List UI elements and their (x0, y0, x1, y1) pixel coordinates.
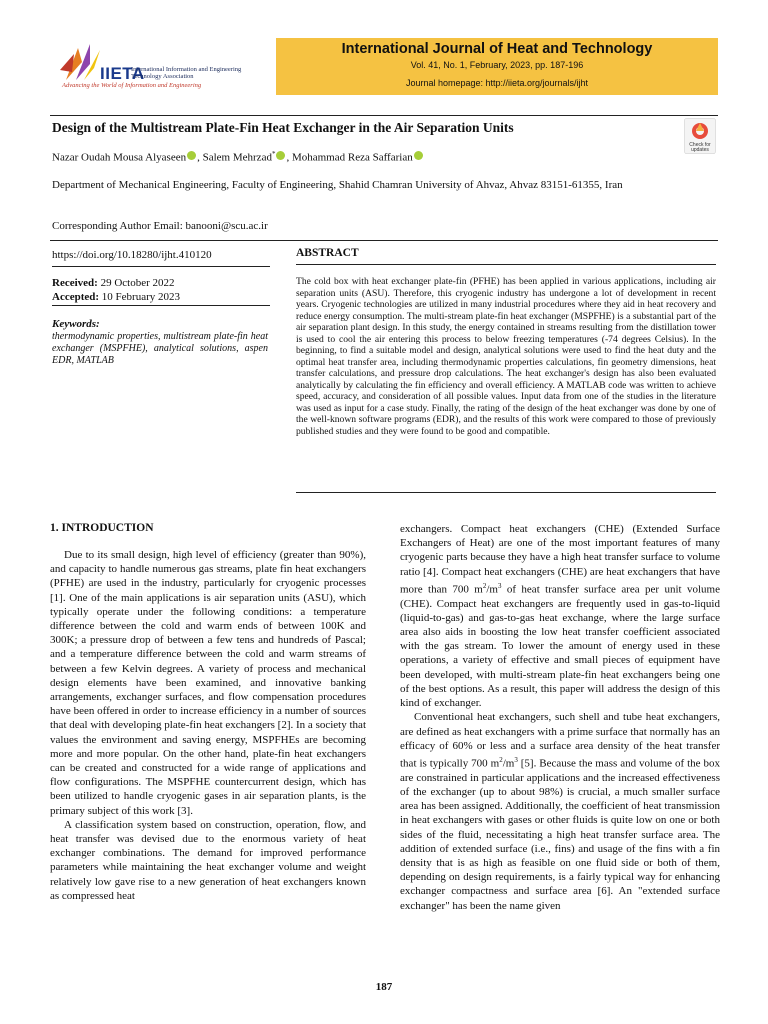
iieta-logo-icon (56, 40, 106, 86)
journal-volume: Vol. 41, No. 1, February, 2023, pp. 187-196 (410, 60, 584, 70)
doi-link[interactable]: https://doi.org/10.18280/ijht.410120 (52, 249, 212, 261)
page-number: 187 (375, 981, 393, 993)
logo-abbrev: IIETA (100, 64, 145, 83)
paragraph: A classification system based on construction, operation, flow, and heat transfer was devised due to the enormous variety of heat exchanger combinations. The demand for improved performance parameters while maintaining the heat exchanger volume and weight relatively low gave rise to a new generation of heat exchangers known as compressed heat (50, 818, 366, 902)
journal-title: International Journal of Heat and Technology (341, 41, 653, 57)
accepted-label: Accepted: (52, 291, 100, 303)
logo-tagline: Advancing the World of Information and Engineering (62, 82, 202, 89)
abstract-divider-top (296, 264, 716, 265)
orcid-icon[interactable] (276, 151, 285, 160)
column-left (50, 548, 366, 903)
dates-block (52, 276, 180, 304)
affiliation: Department of Mechanical Engineering, Faculty of Engineering, Shahid Chamran University of Ahvaz, Ahvaz 83151-61355, Iran (52, 179, 623, 191)
author-name: Nazar Oudah Mousa Alyaseen (52, 151, 187, 164)
author-name: Mohammad Reza Saffarian (291, 151, 413, 164)
section-heading: 1. INTRODUCTION (50, 522, 154, 534)
abstract-heading: ABSTRACT (296, 247, 359, 259)
accepted-date: 10 February 2023 (101, 291, 181, 303)
check-updates-icon[interactable] (684, 118, 716, 154)
svg-text:updates: updates (691, 147, 709, 153)
corresponding-author: Corresponding Author Email: banooni@scu.ac.ir (52, 220, 268, 232)
svg-text:Check for: Check for (689, 142, 711, 148)
paper-title: Design of the Multistream Plate-Fin Heat Exchanger in the Air Separation Units (52, 120, 514, 135)
meta-divider (50, 240, 718, 241)
abstract-divider-bottom (296, 492, 716, 493)
author-name: Salem Mehrzad (202, 151, 272, 164)
orcid-icon[interactable] (187, 151, 196, 160)
paragraph: Due to its small design, high level of efficiency (greater than 90%), and capacity to handle numerous gas streams, plate fin heat exchangers (PFHE) are used in the industry, particularly for cryogenic processes [1]. One of the main applications is air separation units (ASU), which typically operate under the following conditions: a temperature difference between the cold and warm ends of between 100K and 300K; a pressure drop of between a few tens and hundreds of Pascal; and a temperature difference between the cold and warm streams of between a few Kelvin degrees. A variety of process and mechanical design elements have been examined, and innovative banking arrangements, exchanger surfaces, and flow compensation procedures have been offered in order to increase efficiency in a number of sources that deal with developing plate-fin heat exchangers [2]. In a society that values the environment and saving energy, MSPFHEs are becoming more and more popular. On the other hand, plate-fin heat exchangers can be created and constructed for a wide range of applications and flow configurations. The MSPFHE countercurrent design, which has been utilized to handle cryogenic gases in air separation plants, is the primary subject of this work [3]. (50, 549, 366, 817)
left-divider-2 (52, 305, 270, 306)
keywords-label: Keywords: (52, 318, 100, 330)
received-date: 29 October 2022 (100, 277, 175, 289)
received-label: Received: (52, 277, 98, 289)
left-divider-1 (52, 266, 270, 267)
abstract-text: The cold box with heat exchanger plate-fin (PFHE) has been applied in various applications, including air separation units (ASU). Therefore, this cryogenic industry has undergone a lot of development in recent years. Cryogenic technologies are utilized in many industrial procedures where they aid in heat recovery and reduce energy consumption. The multi-stream plate-fin heat exchanger (MSPFHE) is a substantial part of the air separation plant design. In this study, the energy contained in streams resulting from the distillation tower is used to cool the air entering this process to below freezing temperatures (-74 degrees Celsius). In the beginning, to find a suitable model and design, analytical solutions were used to find the heat duty and the optimal heat transfer area, including thermodynamic properties calculations, fin geometry dimensions, heat transfer calculations, and pressure drop calculations. The heat exchanger's design has also been evaluated analytically by calculating the fin efficiency and overall efficiency. A MATLAB code was written to achieve speed, accuracy, and consideration of all possible values. Input data from one of the studies in the literature was used as input for a case study. Finally, the rating of the design of the heat exchanger was done by one of the well-known software programs (EDR), and the results of this work were compared to those of previously published studies and they were found to be good and compatible. (296, 276, 716, 437)
column-right (400, 522, 720, 913)
author-list: Nazar Oudah Mousa Alyaseen , Salem Mehrzad* , Mohammad Reza Saffarian (52, 150, 424, 164)
journal-homepage[interactable]: Journal homepage: http://iieta.org/journals/ijht (405, 78, 589, 88)
orcid-icon[interactable] (414, 151, 423, 160)
header-divider (50, 115, 718, 116)
keywords: thermodynamic properties, multistream plate-fin heat exchanger (MSPFHE), analytical solutions, aspen EDR, MATLAB (52, 331, 268, 366)
logo-fullname: International Information and Engineering Technology Association (131, 66, 242, 80)
paragraph: exchangers. Compact heat exchangers (CHE) (Extended Surface Exchangers of Heat) are one of the most important features of many cryogenic parts because they have a high heat transfer surface to volume ratio [4]. Compact heat exchangers (CHE) are heat exchangers that have more than 700 $m^2/m^3$ of heat transfer surface area per unit volume (CHE). Compact heat exchangers are frequently used in gas-to-liquid (liquid-to-gas) and gas-to-gas heat exchange, where the large surface area also aids in boosting the low heat transfer coefficient associated with the gas stream. To lower the amount of energy used in these operations, a variety of effective and small pieces of equipment have been developed, with multi-stream plate-fin heat exchangers being one of the best options. As a result, this paper will address the design of this kind of exchanger. (400, 523, 720, 710)
paragraph: Conventional heat exchangers, such shell and tube heat exchangers, are defined as heat exchangers with a prime surface that normally has an efficacy of 60% or less and a surface area density of the heat transfer that is typically 700 $m^2/m^3$ [5]. Because the mass and volume of the box are constrained in particular applications and the increased effectiveness of the exchanger (up to about 98%) is crucial, a much smaller surface area has been assigned. Additionally, the coefficient of heat transmission in heat exchangers with gases or other fluids is quite low on one or both sides of the fluid, necessitating a high heat transfer surface area. The addition of extended surface (i.e., fins) and usage of the fins with a fin density that is as high as feasible on one fluid side or both of them, depending on design requirements, is a fairly typical way for enhancing exchanger compactness and surface area [6]. An "extended surface exchanger" has been the name given (400, 711, 720, 912)
